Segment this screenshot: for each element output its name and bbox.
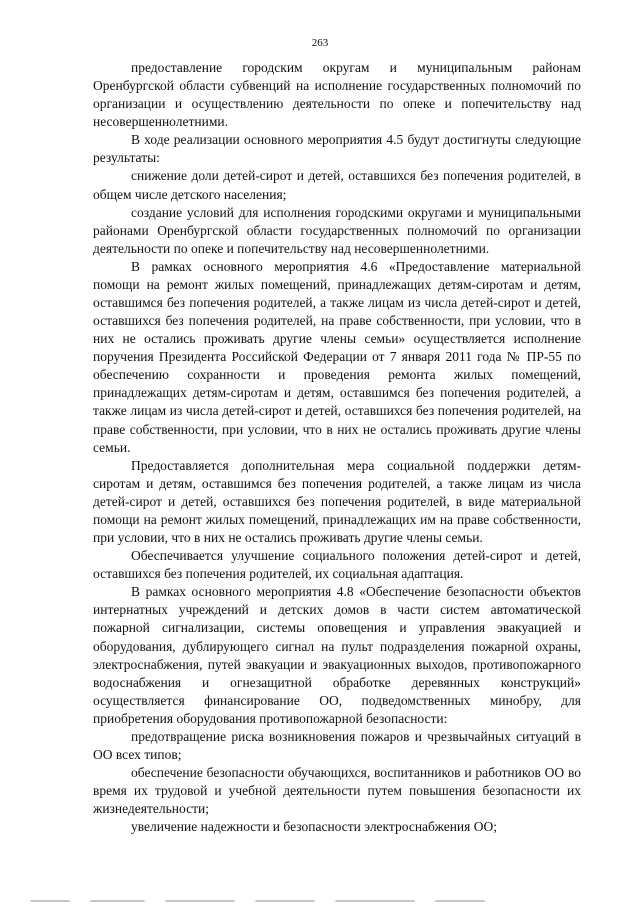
paragraph: обеспечение безопасности обучающихся, воспитанников и работников ОО во время их трудовой и учебной деятельности путем повышения безопасности их жизнедеятельности; — [93, 765, 581, 817]
paragraph: В рамках основного мероприятия 4.6 «Предоставление материальной помощи на ремонт жилых помещений, принадлежащих детям-сиротам и детям, оставшимся без попечения родителей, а также лицам из числа детей-сирот и детей, оставшихся без попечения родителей, на праве собственности, при условии, что в них не остались проживать другие члены семьи» осуществляется исполнение поручения Президента Российской Федерации от 7 января 2011 года № ПР-55 по обеспечению сохранности и проведения ремонта жилых помещений, принадлежащих детям-сиротам и детям, оставшимся без попечения родителей, а также лицам из числа детей-сирот и детей, оставшихся без попечения родителей, на праве собственности, при условии, что в них не остались проживать другие члены семьи. — [93, 258, 581, 455]
scan-artifact — [0, 898, 640, 905]
body-text — [93, 59, 581, 836]
paragraph: В ходе реализации основного мероприятия 4.5 будут достигнуты следующие результаты: — [93, 132, 581, 166]
paragraph: предоставление городским округам и муниципальным районам Оренбургской области субвенций на исполнение государственных полномочий по организации и осуществлению деятельности по опеке и попечительству над несовершеннолетними. — [93, 60, 581, 130]
paragraph: Предоставляется дополнительная мера социальной поддержки детям-сиротам и детям, оставшимся без попечения родителей, а также лицам из числа детей-сирот и детей, оставшихся без попечения родителей, в виде материальной помощи на ремонт жилых помещений, принадлежащих им на праве собственности, при условии, что в них не остались проживать другие члены семьи. — [93, 457, 581, 546]
paragraph: предотвращение риска возникновения пожаров и чрезвычайных ситуаций в ОО всех типов; — [93, 728, 581, 762]
paragraph: Обеспечивается улучшение социального положения детей-сирот и детей, оставшихся без попечения родителей, их социальная адаптация. — [93, 548, 581, 582]
paragraph: снижение доли детей-сирот и детей, оставшихся без попечения родителей, в общем числе детского населения; — [93, 168, 581, 202]
paragraph: В рамках основного мероприятия 4.8 «Обеспечение безопасности объектов интернатных учреждений и детских домов в части систем автоматической пожарной сигнализации, системы оповещения и управления эвакуацией и оборудования, дублирующего сигнал на пульт подразделения пожарной охраны, электроснабжения, путей эвакуации и эвакуационных выходов, противопожарного водоснабжения и огнезащитной обработке деревянных конструкций» осуществляется финансирование ОО, подведомственных минобру, для приобретения оборудования противопожарной безопасности: — [93, 584, 581, 726]
paragraph: создание условий для исполнения городскими округами и муниципальными районами Оренбургской области государственных полномочий по организации деятельности по опеке и попечительству над несовершеннолетними. — [93, 204, 581, 256]
paragraph: увеличение надежности и безопасности электроснабжения ОО; — [131, 819, 497, 835]
page-number: 263 — [311, 37, 329, 49]
